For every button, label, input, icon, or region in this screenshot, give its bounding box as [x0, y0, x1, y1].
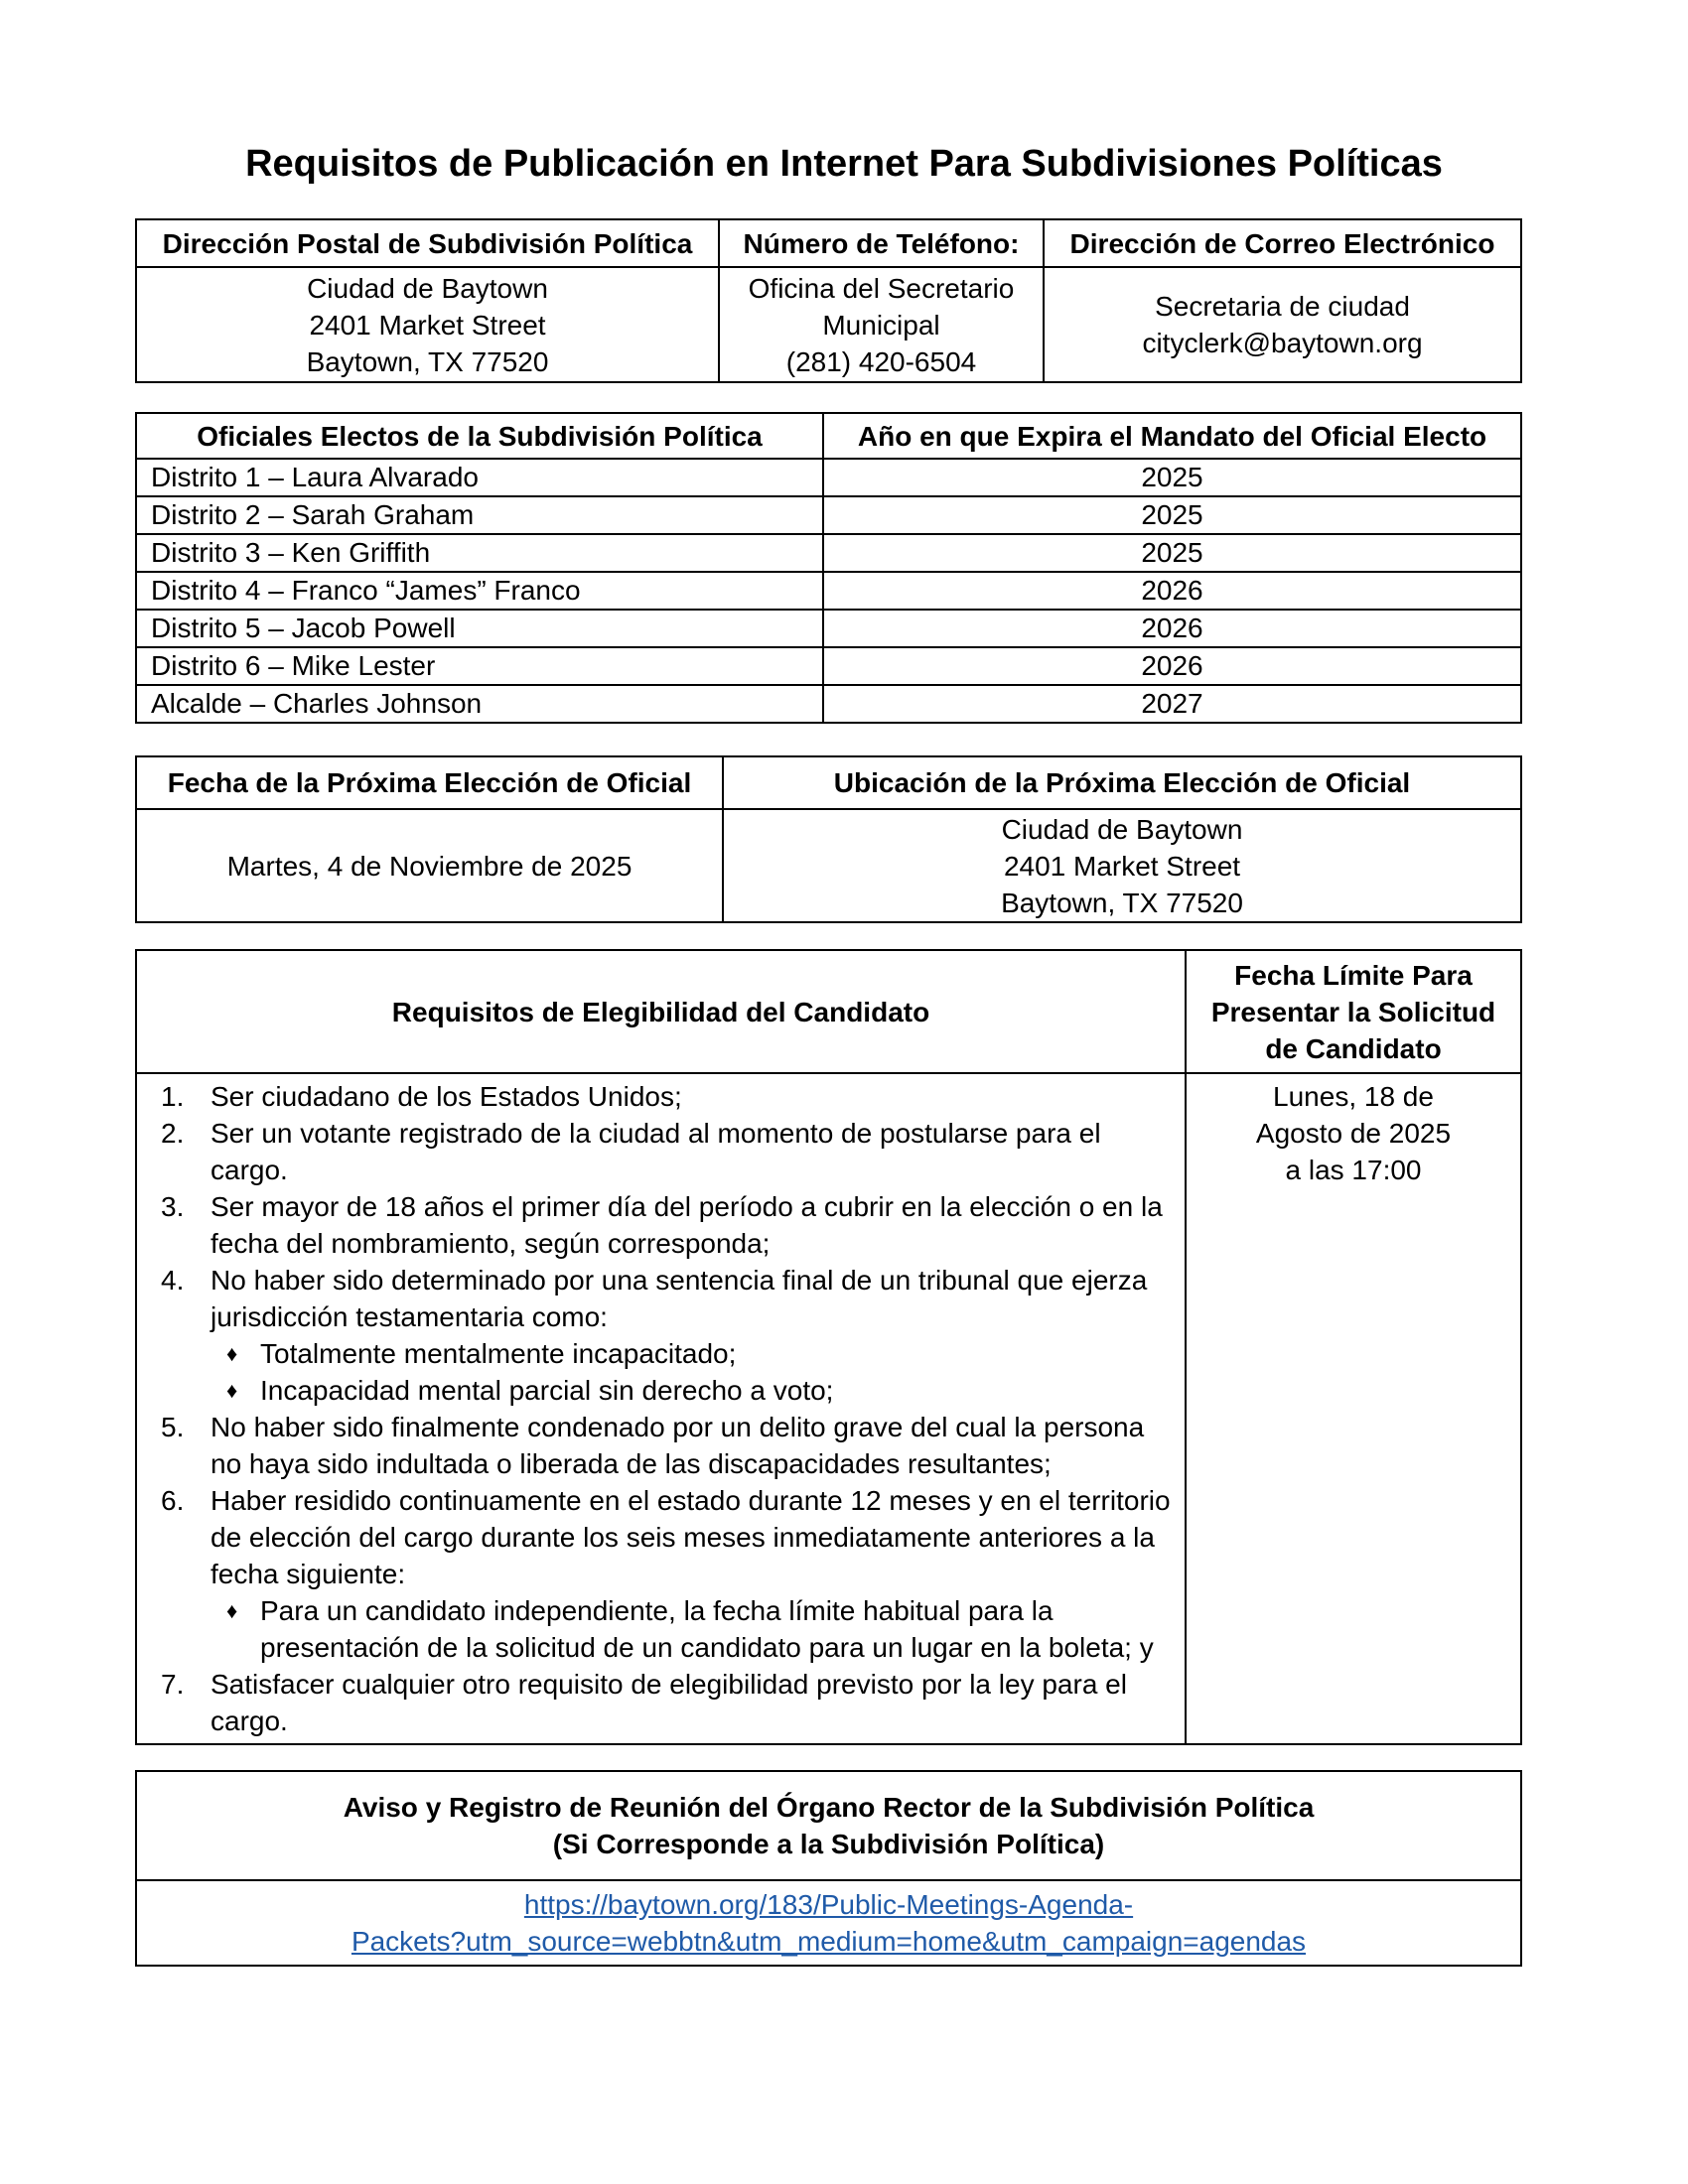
address-header: Dirección Postal de Subdivisión Política [136, 219, 719, 267]
phone-cell [719, 267, 1044, 382]
term-expiry-header: Año en que Expira el Mandato del Oficial Electo [823, 413, 1521, 459]
sub-list [211, 1335, 1171, 1409]
diamond-bullet-icon: ♦ [226, 1378, 238, 1403]
page-title: Requisitos de Publicación en Internet Para Subdivisiones Políticas [245, 143, 1443, 185]
deadline-header-line: Fecha Límite Para [1234, 959, 1473, 991]
requirements-list [161, 1078, 1171, 1739]
election-table [135, 755, 1522, 923]
item-number: 5. [161, 1412, 185, 1442]
item-text: Ser un votante registrado de la ciudad al momento de postularse para el cargo. [211, 1118, 1101, 1185]
item-text: No haber sido finalmente condenado por un delito grave del cual la persona no haya sido indultada o liberada de las discapacidades resultantes; [211, 1412, 1145, 1479]
official-name: Distrito 4 – Franco “James” Franco [136, 572, 823, 610]
table-row [136, 685, 1521, 723]
deadline-header-line: de Candidato [1265, 1032, 1442, 1064]
deadline-header-line: Presentar la Solicitud [1210, 996, 1496, 1027]
sub-list-item [226, 1592, 1171, 1666]
item-text: Satisfacer cualquier otro requisito de elegibilidad previsto por la ley para el cargo. [211, 1669, 1127, 1736]
deadline-header [1186, 950, 1521, 1073]
official-term-year: 2026 [823, 572, 1521, 610]
official-term-year: 2026 [823, 647, 1521, 685]
official-name: Distrito 6 – Mike Lester [136, 647, 823, 685]
official-term-year: 2025 [823, 496, 1521, 534]
deadline-line: Agosto de 2025 [1255, 1118, 1452, 1149]
official-term-year: 2026 [823, 610, 1521, 647]
officials-table [135, 412, 1522, 724]
eligibility-header: Requisitos de Elegibilidad del Candidato [136, 950, 1186, 1073]
notice-header-line: Aviso y Registro de Reunión del Órgano Rector de la Subdivisión Política [343, 1792, 1315, 1823]
list-item [161, 1188, 1171, 1262]
item-number: 1. [161, 1081, 185, 1112]
email-line: Secretaria de ciudad [1155, 291, 1410, 322]
table-row [136, 610, 1521, 647]
official-name: Distrito 3 – Ken Griffith [136, 534, 823, 572]
sub-list [211, 1592, 1171, 1666]
diamond-bullet-icon: ♦ [226, 1598, 238, 1623]
item-text: Ser ciudadano de los Estados Unidos; [211, 1081, 682, 1112]
address-line: Baytown, TX 77520 [306, 345, 549, 377]
item-number: 3. [161, 1191, 185, 1222]
list-item [161, 1115, 1171, 1188]
meeting-notice-header [136, 1771, 1521, 1880]
item-text: Haber residido continuamente en el estado durante 12 meses y en el territorio de elección del cargo durante los seis meses inmediatamente anteriores a la fecha siguiente: [211, 1485, 1171, 1589]
table-row [136, 647, 1521, 685]
sub-item-text: Para un candidato independiente, la fecha límite habitual para la presentación de la solicitud de un candidato para un lugar en la boleta; y [260, 1595, 1154, 1663]
sub-item-text: Totalmente mentalmente incapacitado; [260, 1338, 737, 1369]
official-term-year: 2027 [823, 685, 1521, 723]
election-date-header: Fecha de la Próxima Elección de Oficial [136, 756, 723, 809]
requirements-cell [136, 1073, 1186, 1744]
deadline-line: a las 17:00 [1285, 1155, 1422, 1185]
sub-item-text: Incapacidad mental parcial sin derecho a voto; [260, 1375, 834, 1406]
item-number: 7. [161, 1669, 185, 1700]
deadline-line: Lunes, 18 de [1273, 1081, 1434, 1112]
official-term-year: 2025 [823, 534, 1521, 572]
item-text: No haber sido determinado por una sentencia final de un tribunal que ejerza jurisdicción testamentaria como: [211, 1265, 1148, 1332]
official-name: Alcalde – Charles Johnson [136, 685, 823, 723]
meeting-link-cell [136, 1880, 1521, 1966]
email-address: cityclerk@baytown.org [1142, 328, 1423, 358]
official-name: Distrito 5 – Jacob Powell [136, 610, 823, 647]
meetings-agenda-link[interactable] [352, 1889, 1306, 1957]
contact-table [135, 218, 1522, 383]
phone-header: Número de Teléfono: [719, 219, 1044, 267]
link-line: https://baytown.org/183/Public-Meetings-Agenda- [523, 1889, 1134, 1920]
sub-list-item [226, 1372, 1171, 1409]
phone-line: Oficina del Secretario [748, 272, 1015, 304]
location-line: Ciudad de Baytown [1001, 813, 1243, 845]
table-row [136, 572, 1521, 610]
officials-header: Oficiales Electos de la Subdivisión Política [136, 413, 823, 459]
item-number: 4. [161, 1265, 185, 1296]
official-name: Distrito 2 – Sarah Graham [136, 496, 823, 534]
meeting-notice-table [135, 1770, 1522, 1967]
phone-line: Municipal [822, 309, 940, 341]
table-row [136, 496, 1521, 534]
list-item [161, 1078, 1171, 1115]
item-number: 2. [161, 1118, 185, 1149]
location-line: Baytown, TX 77520 [1001, 887, 1243, 918]
email-header: Dirección de Correo Electrónico [1044, 219, 1521, 267]
official-name: Distrito 1 – Laura Alvarado [136, 459, 823, 496]
list-item [161, 1409, 1171, 1482]
address-cell [136, 267, 719, 382]
address-line: 2401 Market Street [309, 309, 546, 341]
list-item [161, 1262, 1171, 1409]
link-line: Packets?utm_source=webbtn&utm_medium=home&utm_campaign=agendas [351, 1926, 1307, 1957]
eligibility-table [135, 949, 1522, 1745]
diamond-bullet-icon: ♦ [226, 1341, 238, 1366]
table-row [136, 534, 1521, 572]
election-date: Martes, 4 de Noviembre de 2025 [136, 809, 723, 922]
item-number: 6. [161, 1485, 185, 1516]
official-term-year: 2025 [823, 459, 1521, 496]
list-item [161, 1666, 1171, 1739]
deadline-cell [1186, 1073, 1521, 1744]
sub-list-item [226, 1335, 1171, 1372]
election-location [723, 809, 1521, 922]
email-cell [1044, 267, 1521, 382]
list-item [161, 1482, 1171, 1666]
address-line: Ciudad de Baytown [307, 272, 548, 304]
item-text: Ser mayor de 18 años el primer día del período a cubrir en la elección o en la fecha del nombramiento, según corresponda; [211, 1191, 1163, 1259]
election-location-header: Ubicación de la Próxima Elección de Oficial [723, 756, 1521, 809]
location-line: 2401 Market Street [1003, 850, 1241, 882]
notice-header-line: (Si Corresponde a la Subdivisión Política) [552, 1829, 1105, 1859]
table-row [136, 459, 1521, 496]
phone-number: (281) 420-6504 [785, 345, 977, 377]
